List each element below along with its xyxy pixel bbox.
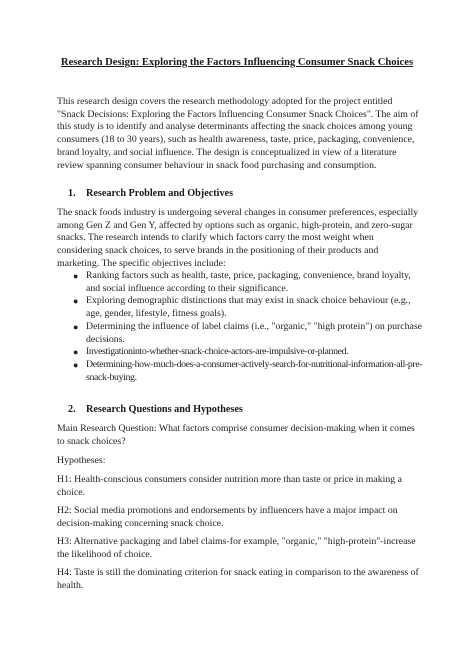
section-1-number: 1. [68, 188, 76, 199]
list-item [73, 321, 423, 346]
hypothesis-h3: H3: Alternative packaging and label claims-for example, "organic," "high-protein"-increase the likelihood of choice. [57, 536, 416, 560]
bullet-icon: ● [73, 296, 79, 307]
objective-text: Determining-how-much-does-a-consumer-actively-search-for-nutritional-information-all-pre-snack-buying. [86, 358, 423, 383]
objective-text: Investigationinto-whether-snack-choice-actors-are-impulsive-or-planned. [86, 346, 349, 358]
section-1-body: The snack foods industry is undergoing several changes in consumer preferences, especially among Gen Z and Gen Y, affected by options such as organic, high-protein, and zero-sugar snacks. The research intends to clarify which factors carry the most weight when considering snack choices, to serve brands in the positioning of their products and marketing. The specific objectives include: [57, 207, 419, 269]
hypotheses-label: Hypotheses: [57, 455, 106, 466]
section-1-title: Research Problem and Objectives [86, 188, 234, 199]
objectives-list [73, 270, 423, 384]
objective-text: Exploring demographic distinctions that may exist in snack choice behaviour (e.g., age, gender, lifestyle, fitness goals). [86, 295, 411, 320]
intro-paragraph: This research design covers the research methodology adopted for the project entitled "Snack Decisions: Exploring the Factors Influencing Consumer Snack Choices". The aim of this study is to identify and analyse determinants affecting the snack choices among young consumers (18 to 30 years), such as health awareness, taste, price, packaging, convenience, brand loyalty, and social influence. The design is conceptualized in view of a literature review spanning consumer behaviour in snack food purchasing and consumption. [57, 96, 419, 171]
section-2-number: 2. [68, 404, 76, 415]
list-item [73, 346, 423, 359]
section-2-heading [68, 404, 243, 415]
hypothesis-h1: H1: Health-conscious consumers consider nutrition more than taste or price in making a choice. [57, 474, 402, 498]
section-1-heading [68, 188, 233, 199]
main-research-question: Main Research Question: What factors comprise consumer decision-making when it comes to snack choices? [57, 423, 415, 447]
hypothesis-h4: H4: Taste is still the dominating criterion for snack eating in comparison to the awareness of health. [57, 567, 419, 591]
objective-text: Ranking factors such as health, taste, price, packaging, convenience, brand loyalty, and social influence according to their significance. [86, 270, 411, 294]
bullet-icon: ● [73, 271, 79, 281]
list-item [73, 270, 423, 295]
bullet-icon: ● [73, 347, 79, 358]
document-title: Research Design: Exploring the Factors Influencing Consumer Snack Choices [60, 57, 414, 68]
bullet-icon: ● [73, 321, 79, 332]
section-2-title: Research Questions and Hypotheses [86, 404, 243, 415]
list-item [73, 295, 423, 320]
bullet-icon: ● [73, 359, 79, 370]
objective-text: Determining the influence of label claims (i.e., "organic," "high protein") on purchase decisions. [86, 320, 423, 345]
hypothesis-h2: H2: Social media promotions and endorsements by influencers have a major impact on decision-making concerning snack choice. [57, 505, 398, 529]
list-item [73, 359, 423, 384]
